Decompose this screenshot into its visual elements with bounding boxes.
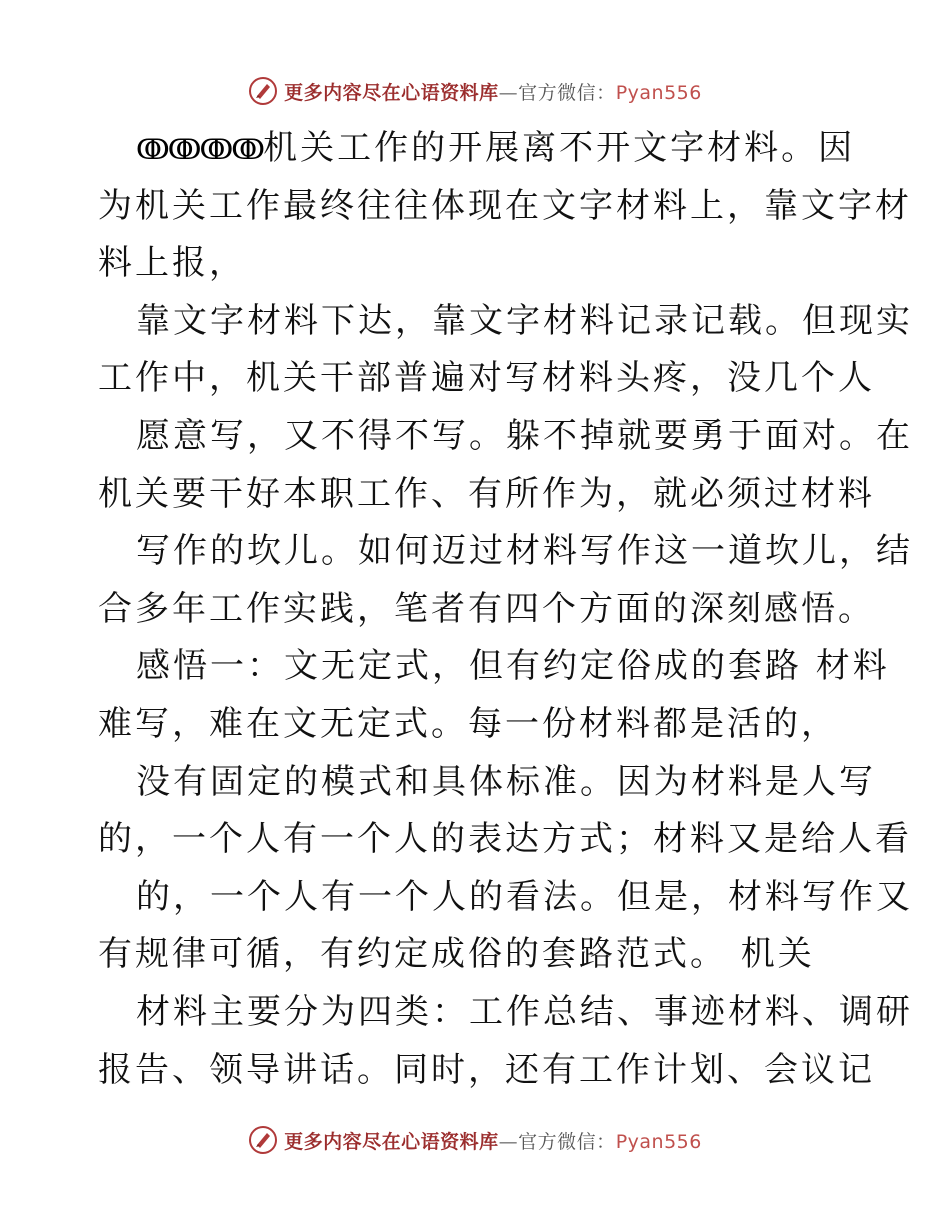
- line-text: 难写，难在文无定式。每一份材料都是活的，: [98, 703, 838, 744]
- text-line: [98, 408, 913, 466]
- line-text: 报告、领导讲话。同时，还有工作计划、会议记: [98, 1049, 875, 1090]
- text-line: [98, 466, 875, 524]
- text-line: [98, 235, 858, 293]
- line-text: 写作的坎儿。如何迈过材料写作这一道坎儿，结: [136, 531, 913, 572]
- text-line: [98, 523, 913, 581]
- line-text: 愿意写，又不得不写。躲不掉就要勇于面对。在: [136, 415, 913, 456]
- line-text: 没有固定的模式和具体标准。因为材料是人写: [136, 761, 876, 802]
- line-text: 的，一个人有一个人的看法。但是，材料写作又: [136, 876, 913, 917]
- text-line: [98, 350, 875, 408]
- text-line: [98, 984, 913, 1042]
- text-line: [98, 696, 858, 754]
- line-text: 材料主要分为四类：工作总结、事迹材料、调研: [136, 991, 913, 1032]
- line-text: 为机关工作最终往往体现在文字材料上，靠文字材: [98, 185, 912, 226]
- banner-text: 更多内容尽在心语资料库—官方微信：Pyan556: [284, 81, 702, 104]
- text-line: [98, 754, 876, 812]
- line-text: 感悟一：文无定式，但有约定俗成的套路 材料: [136, 646, 890, 687]
- ornament-icon: ↂↂↂↂ: [136, 133, 264, 166]
- text-line: [98, 293, 913, 351]
- text-line: [98, 178, 912, 236]
- text-line: [98, 869, 913, 927]
- article-body: [98, 120, 913, 1099]
- pen-logo-icon: [248, 1125, 278, 1155]
- text-line: [98, 638, 890, 696]
- line-text: 的，一个人有一个人的表达方式；材料又是给人看: [98, 819, 912, 860]
- line-text: 靠文字材料下达，靠文字材料记录记载。但现实: [136, 300, 913, 341]
- line-text: 料上报，: [98, 243, 246, 284]
- text-line: [98, 1042, 875, 1100]
- text-line: [98, 926, 858, 984]
- text-line: [98, 120, 858, 178]
- header-banner: [0, 71, 950, 111]
- line-text: 机关工作的开展离不开文字材料。因: [263, 128, 856, 168]
- line-text: 工作中，机关干部普遍对写材料头疼，没几个人: [98, 358, 875, 399]
- pen-logo-icon: [248, 76, 278, 106]
- text-line: [98, 581, 875, 639]
- line-text: 合多年工作实践，笔者有四个方面的深刻感悟。: [98, 588, 875, 629]
- footer-banner: [0, 1120, 950, 1160]
- line-text: 有规律可循，有约定成俗的套路范式。 机关: [98, 934, 815, 975]
- banner-text: 更多内容尽在心语资料库—官方微信：Pyan556: [284, 1130, 702, 1153]
- line-text: 机关要干好本职工作、有所作为，就必须过材料: [98, 473, 875, 514]
- text-line: [98, 811, 912, 869]
